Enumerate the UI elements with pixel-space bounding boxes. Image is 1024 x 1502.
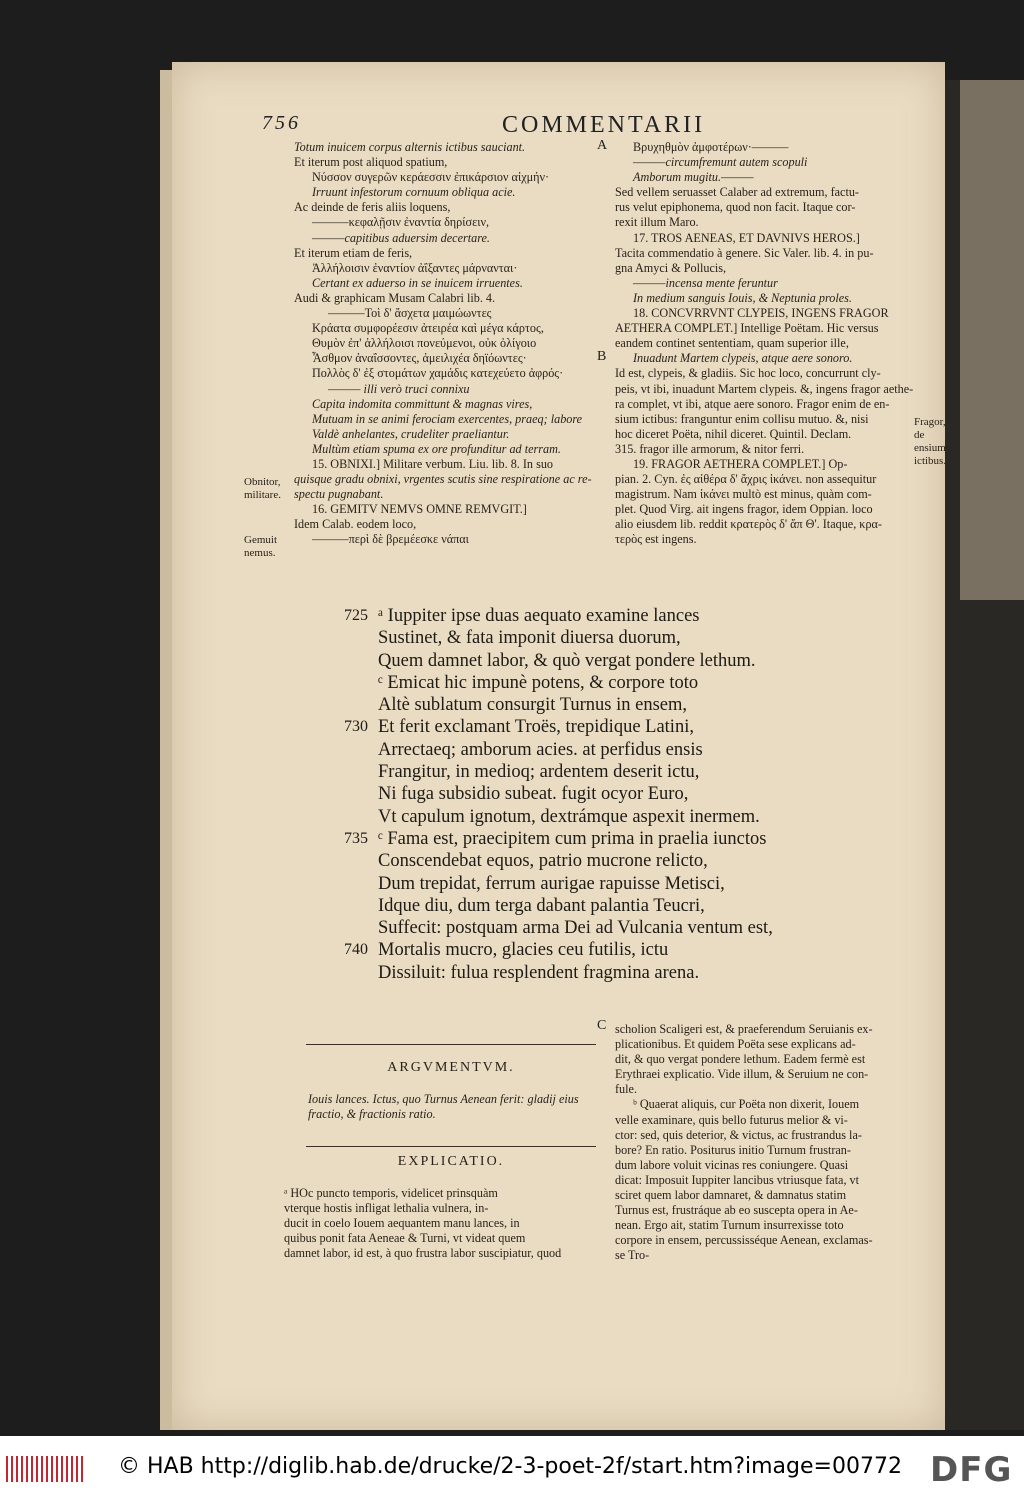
commentary-line: alio eiusdem lib. reddit κρατερὸς δ' ἄπ Θ'. Itaque, κρα- <box>615 517 882 532</box>
argumentum-line: fractio, & fractionis ratio. <box>308 1107 436 1122</box>
verse-number: 725 <box>344 607 368 624</box>
commentary-line: spectu pugnabant. <box>294 487 384 502</box>
commentary-line: Turnus est, frustráque ab eo suscepta opera in Ae- <box>615 1203 858 1218</box>
verse-text: Dissiluit: fulua resplendent fragmina arena. <box>378 962 700 983</box>
dfg-logo: DFG <box>930 1450 1013 1490</box>
verse-text: Et ferit exclamant Troës, trepidique Latini, <box>378 717 694 738</box>
verse-text: ᶜ Fama est, praecipitem cum prima in praelia iunctos <box>378 828 767 849</box>
rule-above-argumentum <box>306 1044 596 1045</box>
commentary-line: ———capitibus aduersim decertare. <box>312 230 490 245</box>
commentary-line: Et iterum post aliquod spatium, <box>294 155 448 170</box>
commentary-line: ——— illi verò truci connixu <box>328 381 470 396</box>
commentary-line: corpore in ensem, percussisséque Aenean, exclamas- <box>615 1233 873 1248</box>
commentary-line: In medium sanguis Iouis, & Neptunia proles. <box>633 290 852 305</box>
commentary-line: τερὸς est ingens. <box>615 532 697 547</box>
verse-line <box>344 650 944 672</box>
verse-line <box>344 672 944 694</box>
margin-note-right: Fragor, de ensium ictibus. <box>914 416 947 467</box>
commentary-line: 315. fragor ille armorum, & nitor ferri. <box>615 441 805 456</box>
verse-text: ᵃ Iuppiter ipse duas aequato examine lances <box>378 606 700 626</box>
commentary-line: Capita indomita committunt & magnas vires, <box>312 396 533 411</box>
commentary-line: eandem continet sententiam, quam superior ille, <box>615 336 849 351</box>
commentary-line: 17. TROS AENEAS, ET DAVNIVS HEROS.] <box>633 230 860 245</box>
commentary-line: quisque gradu obnixi, vrgentes scutis sine respiratione ac re- <box>294 472 592 487</box>
argumentum-text <box>308 1092 598 1122</box>
commentary-line: Νύσσον συγερῶν κεράεσσιν ἐπικάρσιον αἰχμήν· <box>312 170 550 185</box>
commentary-line: bore? En ratio. Positurus initio Turnum frustran- <box>615 1142 851 1157</box>
verse-text: Arrectaeq; amborum acies. at perfidus ensis <box>378 739 703 760</box>
verse-text: Idque diu, dum terga dabant palantia Teucri, <box>378 895 705 916</box>
commentary-line: plet. Quod Virg. ait ingens fragor, idem Oppian. loco <box>615 502 873 517</box>
commentary-line: Inuadunt Martem clypeis, atque aere sonoro. <box>633 351 853 366</box>
commentary-line: dicat: Imposuit Iuppiter lancibus vtriusque fata, vt <box>615 1172 860 1187</box>
verse-text: Dum trepidat, ferrum aurigae rapuisse Metisci, <box>378 873 725 894</box>
commentary-line: Βρυχηθμὸν ἀμφοτέρων·——— <box>633 140 789 154</box>
commentary-column-top-right <box>615 140 915 548</box>
commentary-line: Amborum mugitu.——— <box>633 170 754 185</box>
commentary-line: hoc diceret Poëta, nihil diceret. Quintil. Declam. <box>615 426 852 441</box>
commentary-line: Et iterum etiam de feris, <box>294 245 413 260</box>
commentary-line: Mutuam in se animi ferociam exercentes, praeq; labore <box>312 411 583 426</box>
commentary-line: 18. CONCVRRVNT CLYPEIS, INGENS FRAGOR <box>633 306 889 321</box>
commentary-line: Ac deinde de feris aliis loquens, <box>294 200 451 215</box>
commentary-line: Id est, clypeis, & gladiis. Sic hoc loco, concurrunt cly- <box>615 366 881 381</box>
commentary-line: sciret quem labor damnaret, & damnatus statim <box>615 1188 847 1203</box>
commentary-line: Irruunt infestorum cornuum obliqua acie. <box>312 185 516 200</box>
commentary-line: sium ictibus: franguntur enim collisu mutuo. &, nisi <box>615 411 869 426</box>
commentary-line: se Tro- <box>615 1248 650 1263</box>
verse-text: Sustinet, & fata imponit diuersa duorum, <box>378 628 681 649</box>
commentary-line: scholion Scaligeri est, & praeferendum Seruianis ex- <box>615 1022 873 1036</box>
commentary-line: Idem Calab. eodem loco, <box>294 517 417 532</box>
commentary-line: Audi & graphicam Musam Calabri lib. 4. <box>294 290 496 305</box>
verse-line <box>344 917 944 939</box>
verse-text: Conscendebat equos, patrio mucrone relicto, <box>378 851 708 872</box>
verse-text: Altè sublatum consurgit Turnus in ensem, <box>378 695 688 716</box>
argumentum-line: Iouis lances. Ictus, quo Turnus Aenean ferit: gladij eius <box>308 1092 579 1106</box>
explicatio-line: ᵃ HOc puncto temporis, videlicet prinsquàm <box>284 1186 498 1200</box>
verse-text: Mortalis mucro, glacies ceu futilis, ictu <box>378 940 669 961</box>
commentary-line: Certant ex aduerso in se inuicem irruentes. <box>312 275 523 290</box>
commentary-line: ———κεφαλῇσιν ἐναντία δηρίσειν, <box>312 215 490 230</box>
running-title: COMMENTARII <box>502 112 706 138</box>
commentary-line: ———περὶ δὲ βρεμέεσκε νάπαι <box>312 532 469 547</box>
commentary-line: Multùm etiam spuma ex ore profunditur ad terram. <box>312 441 561 456</box>
argumentum-heading: ARGVMENTVM. <box>387 1060 515 1075</box>
verse-line <box>344 806 944 828</box>
commentary-line: 19. FRAGOR AETHERA COMPLET.] Op- <box>633 456 848 471</box>
verse-text: Ni fuga subsidio subeat. fugit ocyor Euro, <box>378 784 689 805</box>
commentary-line: Valdè anhelantes, crudeliter praeliantur. <box>312 426 510 441</box>
verse-text: Vt capulum ignotum, dextrámque aspexit inermem. <box>378 806 760 827</box>
section-letter-c: C <box>597 1018 607 1033</box>
commentary-line: rexit illum Maro. <box>615 215 699 230</box>
verse-line <box>344 939 944 961</box>
commentary-line: velle examinare, quis bello futurus melior & vi- <box>615 1112 848 1127</box>
commentary-line: dit, & quo vergat pondere lethum. Eadem fermè est <box>615 1052 866 1067</box>
explicatio-text <box>284 1186 599 1261</box>
commentary-line: ———circumfremunt autem scopuli <box>633 155 808 170</box>
verse-number: 740 <box>344 941 368 959</box>
commentary-line: Erythraei explicatio. Vide illum, & Seruium ne con- <box>615 1067 869 1082</box>
commentary-line: magistrum. Nam ἱκάνει multò est minus, quàm com- <box>615 487 872 502</box>
verse-line <box>344 694 944 716</box>
commentary-line: Πολλὸς δ' ἐξ στομάτων χαμάδις κατεχεύετο ἀφρός· <box>312 366 564 381</box>
verse-text: Frangitur, in medioq; ardentem deserit ictu, <box>378 762 700 783</box>
section-letter-b: B <box>597 349 607 364</box>
commentary-line: rus velut epiphonema, quod non facit. Itaque cor- <box>615 200 856 215</box>
verse-block <box>344 605 944 984</box>
verse-line <box>344 962 944 984</box>
explicatio-line: quibus ponit fata Aeneae & Turni, vt videat quem <box>284 1231 526 1246</box>
section-letter-a: A <box>597 138 608 153</box>
commentary-column-bottom-right <box>615 1022 915 1264</box>
verse-line <box>344 716 944 738</box>
commentary-line: Tacita commendatio à genere. Sic Valer. lib. 4. in pu- <box>615 245 874 260</box>
commentary-line: plicationibus. Et quidem Poëta sese explicans ad- <box>615 1037 856 1052</box>
verse-line <box>344 627 944 649</box>
commentary-line: ———incensa mente feruntur <box>633 275 778 290</box>
commentary-line: pian. 2. Cyn. ἐς αἰθέρα δ' ἄχρις ἱκάνει. non assequitur <box>615 472 877 487</box>
commentary-line: AETHERA COMPLET.] Intellige Poëtam. Hic versus <box>615 321 879 336</box>
explicatio-line: ducit in coelo Iouem aequantem manu lances, in <box>284 1216 520 1231</box>
commentary-line: ctor: sed, quis deterior, & victus, ac frustrandus la- <box>615 1127 862 1142</box>
commentary-line: ———Τοὶ δ' ἄσχετα μαιμώωντες <box>328 306 492 321</box>
verse-line <box>344 895 944 917</box>
commentary-line: Ἆσθμον ἀναΐσσοντες, ἀμειλιχέα δηϊόωντες· <box>312 351 527 366</box>
commentary-line: Sed vellem seruasset Calaber ad extremum, factu- <box>615 185 859 200</box>
commentary-line: ra complet, vt ibi, atque aere sonoro. Fragor enim de en- <box>615 396 890 411</box>
commentary-line: Ἀλλήλοισιν ἐναντίον ἀΐξαντες μάρνανται· <box>312 260 518 275</box>
commentary-line: 16. GEMITV NEMVS OMNE REMVGIT.] <box>312 502 527 517</box>
copyright-link[interactable]: © HAB http://diglib.hab.de/drucke/2-3-poet-2f/start.htm?image=00772 <box>118 1454 902 1479</box>
explicatio-heading: EXPLICATIO. <box>397 1154 505 1169</box>
verse-line <box>344 739 944 761</box>
hab-barcode-icon <box>6 1456 86 1482</box>
commentary-line: ᵇ Quaerat aliquis, cur Poëta non dixerit, Iouem <box>633 1097 860 1112</box>
verse-text: Quem damnet labor, & quò vergat pondere lethum. <box>378 650 756 671</box>
commentary-line: nean. Ergo ait, statim Turnum insurrexisse toto <box>615 1218 844 1233</box>
page-number: 756 <box>262 112 301 134</box>
commentary-line: Totum inuicem corpus alternis ictibus sauciant. <box>294 140 526 154</box>
verse-line <box>344 761 944 783</box>
commentary-line: fule. <box>615 1082 637 1097</box>
margin-note-left: Obnitor, militare. <box>244 476 281 501</box>
commentary-line: Κράατα συμφορέεσιν ἀτειρέα καὶ μέγα κάρτος, <box>312 321 544 336</box>
commentary-column-top-left <box>294 140 594 548</box>
explicatio-line: vterque hostis infligat lethalia vulnera, in- <box>284 1201 489 1216</box>
explicatio-line: damnet labor, id est, à quo frustra labor suscipiatur, quod <box>284 1246 562 1261</box>
commentary-line: peis, vt ibi, inuadunt Martem clypeis. &, ingens fragor aethe- <box>615 381 914 396</box>
verse-line <box>344 605 944 627</box>
verse-line <box>344 783 944 805</box>
adjacent-page-fragment <box>960 80 1024 600</box>
verse-number: 730 <box>344 718 368 736</box>
verse-text: Suffecit: postquam arma Dei ad Vulcania ventum est, <box>378 918 773 939</box>
commentary-line: 15. OBNIXI.] Militare verbum. Liu. lib. 8. In suo <box>312 456 554 471</box>
verse-text: ᶜ Emicat hic impunè potens, & corpore toto <box>378 672 699 693</box>
verse-line <box>344 873 944 895</box>
commentary-line: gna Amyci & Pollucis, <box>615 260 727 275</box>
verse-line <box>344 850 944 872</box>
footer-bar <box>0 1436 1024 1502</box>
commentary-line: dum labore voluit vicinas res coniungere. Quasi <box>615 1157 849 1172</box>
verse-line <box>344 828 944 850</box>
verse-number: 735 <box>344 829 368 847</box>
margin-note-left: Gemuit nemus. <box>244 534 277 559</box>
book-page <box>172 62 945 1430</box>
commentary-line: Θυμὸν ἐπ' ἀλλήλοισι πονεύμενοι, οὐκ ὀλίγοιο <box>312 336 537 351</box>
rule-above-explicatio <box>306 1146 596 1147</box>
